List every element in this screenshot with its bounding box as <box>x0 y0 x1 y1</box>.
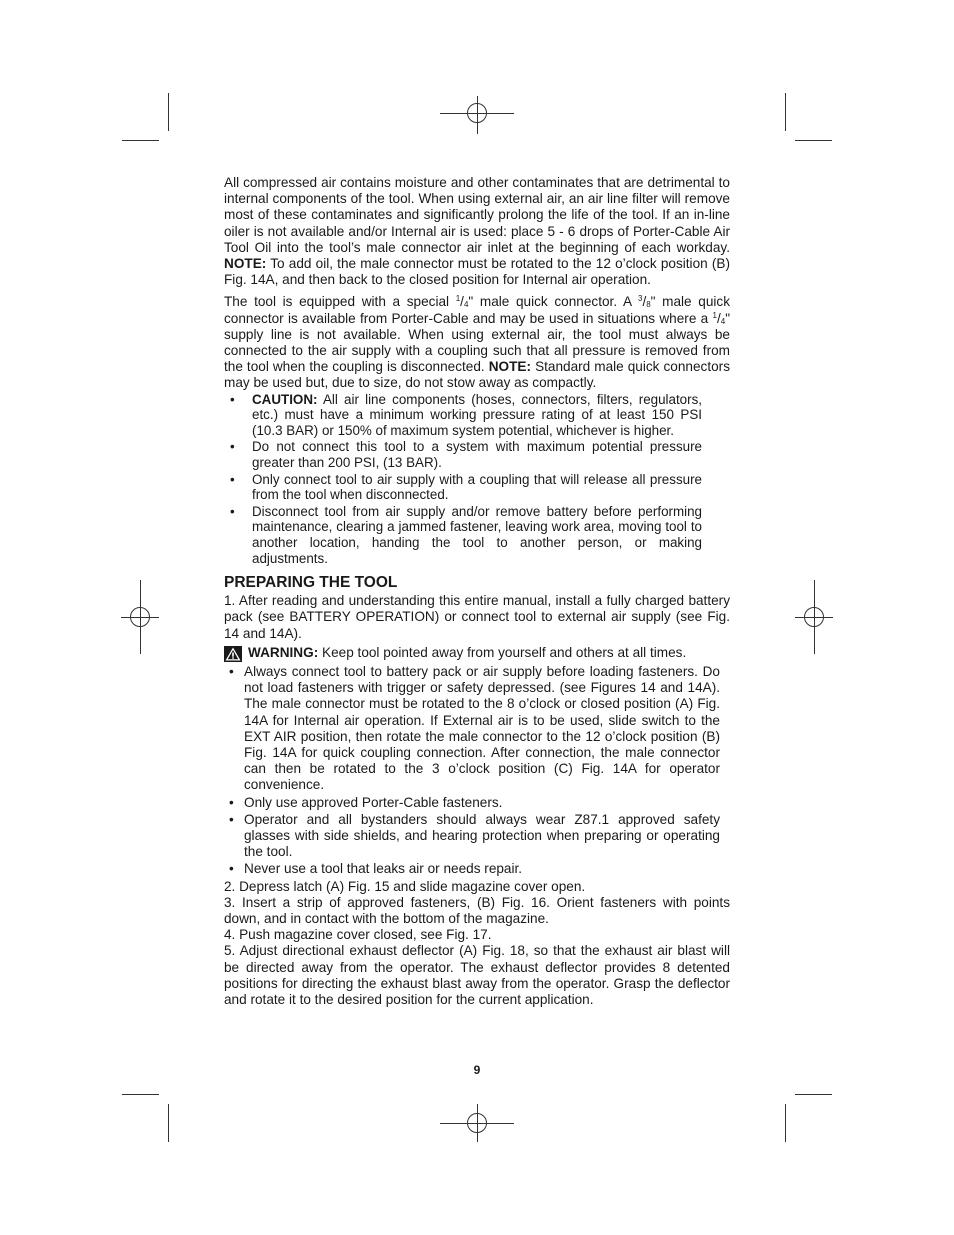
intro-paragraph-connector: The tool is equipped with a special $^1/_4$" male quick connector. A $^3/_8$" male quick connector is available from Porter-Cable and may be used in situations where a $^1/_4$" supply line is not available. When using external air, the tool must always be connected to the air supply with a coupling such that all pressure is removed from the tool when the coupling is disconnected. NOTE: Standard male quick connectors may be used but, due to size, do not stow away as compactly. <box>224 294 731 391</box>
crop-mark-bottom-left-vertical <box>168 1104 169 1142</box>
registration-mark-left <box>121 580 159 654</box>
list-item: • Disconnect tool from air supply and/or remove battery before performing maintenance, clearing a jammed fastener, leaving work area, moving tool to another location, handing the tool to another person, or making adjustments. <box>224 504 730 566</box>
list-item: • Always connect tool to battery pack or air supply before loading fasteners. Do not load fasteners with trigger or safety depressed. (see Figures 14 and 14A). The male connector must be rotated to the 8 o’clock or closed position (A) Fig. 14A for Internal air operation. If External air is to be used, slide switch to the EXT AIR position, then rotate the male connector to the 12 o’clock position (B) Fig. 14A for quick coupling connection. After connection, the male connector can then be rotated to the 3 o’clock position (C) Fig. 14A for operator convenience. <box>224 664 730 794</box>
list-item: • Do not connect this tool to a system with maximum potential pressure greater than 200 PSI, (13 BAR). <box>224 439 730 470</box>
page-content <box>224 175 730 1008</box>
warning-label: WARNING: <box>248 644 319 660</box>
list-item: • Only use approved Porter-Cable fasteners. <box>224 795 730 811</box>
list-item: • Only connect tool to air supply with a coupling that will release all pressure from the tool when disconnected. <box>224 472 730 503</box>
crop-mark-bottom-left-horizontal <box>122 1094 159 1095</box>
intro-paragraph-oil: All compressed air contains moisture and other contaminates that are detrimental to internal components of the tool. When using external air, an air line filter will remove most of these contaminates and significantly prolong the life of the tool. If an in-line oiler is not available and/or Internal air is used: place 5 - 6 drops of Porter-Cable Air Tool Oil into the tool’s male connector air inlet at the beginning of each workday. NOTE: To add oil, the male connector must be rotated to the 12 o’clock position (B) Fig. 14A, and then back to the closed position for Internal air operation. <box>224 175 730 288</box>
crop-mark-top-right-horizontal <box>795 140 832 141</box>
registration-mark-bottom <box>440 1104 514 1142</box>
registration-mark-right <box>795 580 833 654</box>
list-item: • Never use a tool that leaks air or needs repair. <box>224 861 730 877</box>
list-item: • Operator and all bystanders should always wear Z87.1 approved safety glasses with side shields, and hearing protection when preparing or operating the tool. <box>224 812 730 861</box>
section-heading: PREPARING THE TOOL <box>224 574 398 592</box>
step-2: 2. Depress latch (A) Fig. 15 and slide magazine cover open. <box>224 878 586 894</box>
warning-text: Keep tool pointed away from yourself and others at all times. <box>322 644 687 660</box>
warning-triangle-icon <box>224 646 242 662</box>
caution-list <box>224 392 730 567</box>
crop-mark-top-left-horizontal <box>122 140 159 141</box>
page-number: 9 <box>473 1063 481 1077</box>
warning-notice <box>224 645 730 661</box>
step-3: 3. Insert a strip of approved fasteners, (B) Fig. 16. Orient fasteners with points down, and in contact with the bottom of the magazine. <box>224 894 730 927</box>
step-4: 4. Push magazine cover closed, see Fig. 17. <box>224 927 492 943</box>
crop-mark-bottom-right-horizontal <box>795 1094 832 1095</box>
preparing-bullet-list <box>224 664 730 878</box>
step-5: 5. Adjust directional exhaust deflector (A) Fig. 18, so that the exhaust air blast will be directed away from the operator. The exhaust deflector provides 8 detented positions for directing the exhaust blast away from the operator. Grasp the deflector and rotate it to the desired position for the current application. <box>224 943 730 1008</box>
registration-mark-top <box>440 96 514 134</box>
list-item: • CAUTION: All air line components (hoses, connectors, filters, regulators, etc.) must have a minimum working pressure rating of at least 150 PSI (10.3 BAR) or 150% of maximum system potential, whichever is higher. <box>224 392 730 439</box>
crop-mark-top-left-vertical <box>168 93 169 131</box>
crop-mark-bottom-right-vertical <box>785 1104 786 1142</box>
step-1: 1. After reading and understanding this entire manual, install a fully charged battery pack (see BATTERY OPERATION) or connect tool to external air supply (see Fig. 14 and 14A). <box>224 593 730 641</box>
crop-mark-top-right-vertical <box>785 93 786 131</box>
